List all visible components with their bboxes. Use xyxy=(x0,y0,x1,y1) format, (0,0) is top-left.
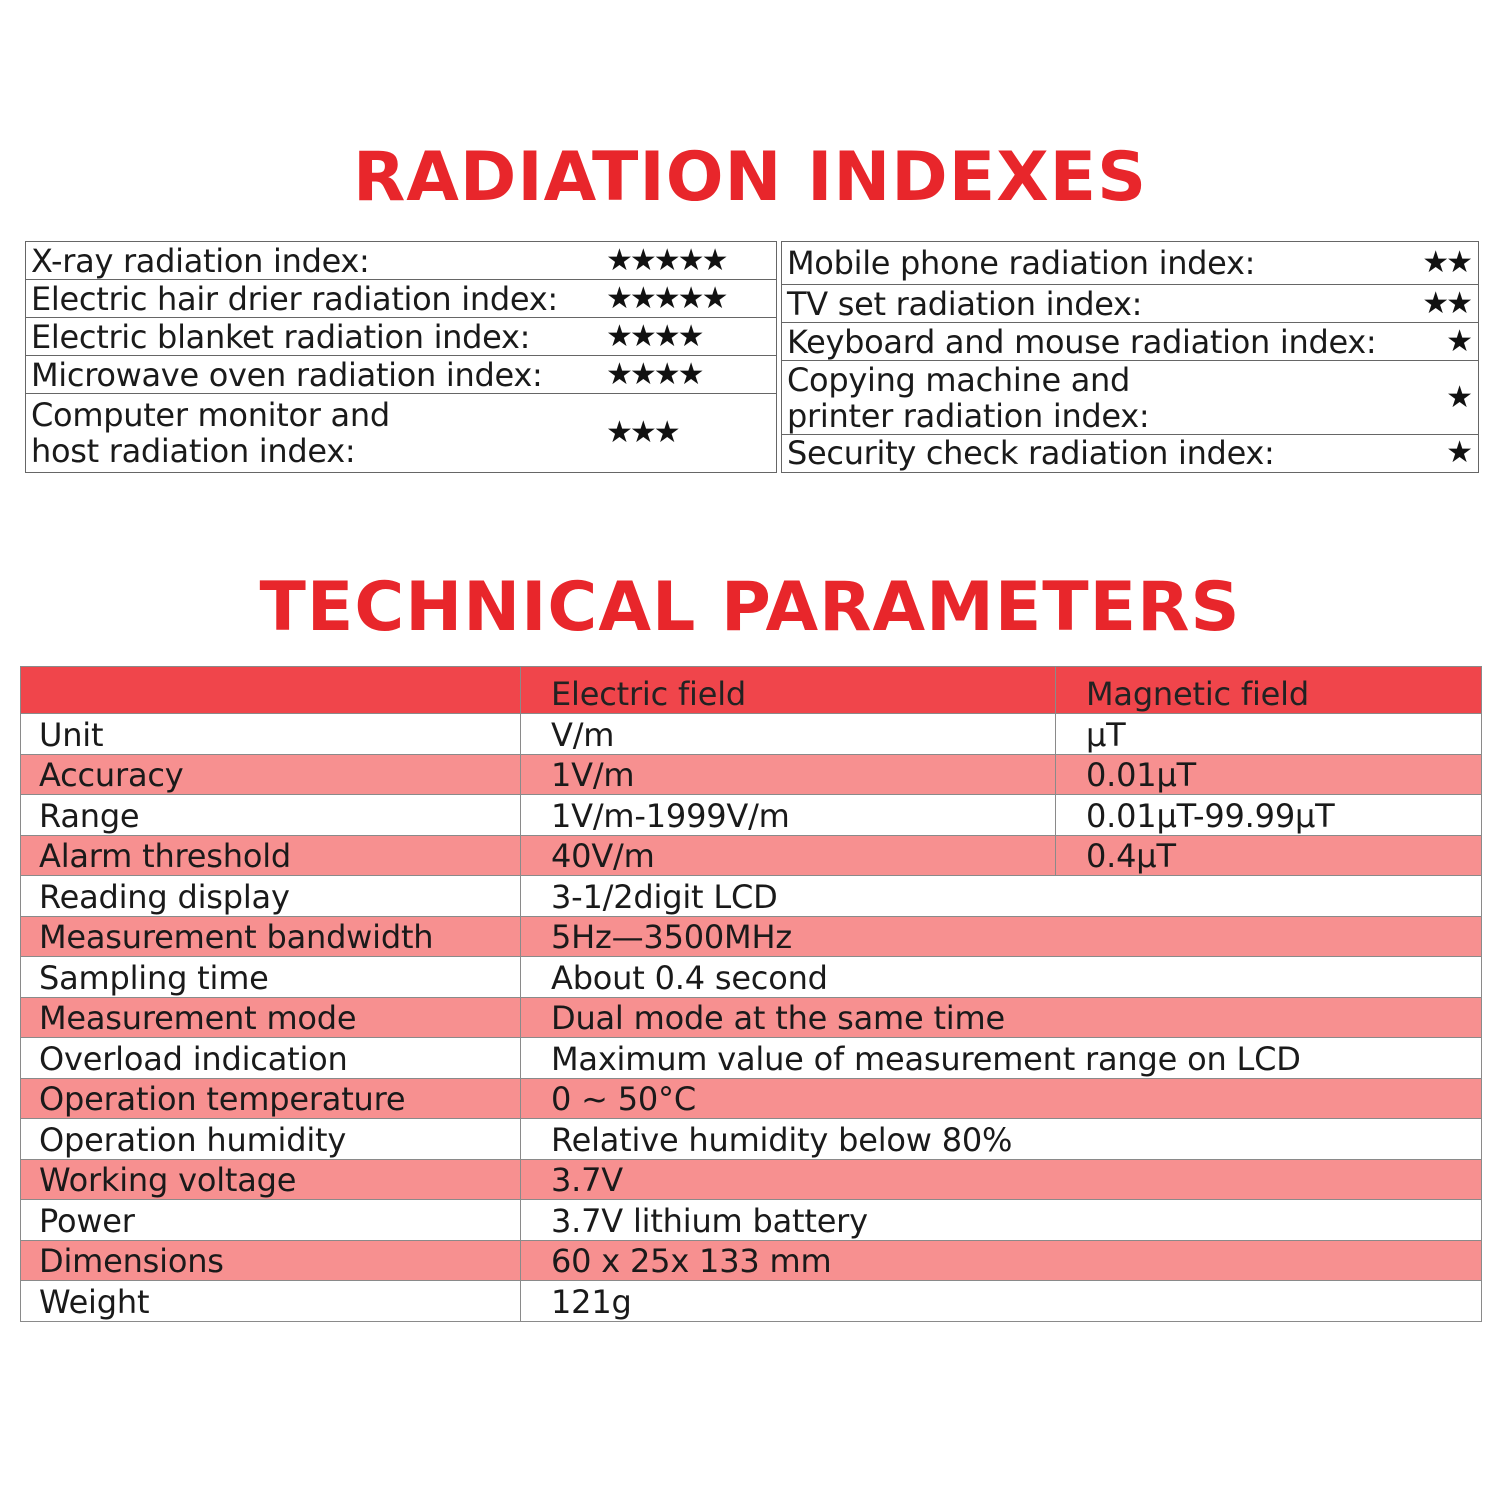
star-rating-icon: ★ xyxy=(1446,435,1470,470)
radiation-label: Computer monitor and host radiation index: xyxy=(31,395,390,470)
technical-parameters-table xyxy=(20,666,1482,1322)
radiation-row xyxy=(782,242,1478,285)
star-rating-icon: ★★★★ xyxy=(606,318,702,354)
table-row xyxy=(21,916,1482,957)
star-rating-icon: ★★★★★ xyxy=(606,280,726,316)
radiation-label: Security check radiation index: xyxy=(787,435,1275,471)
table-row xyxy=(21,835,1482,876)
parameter-value: 0.01μT xyxy=(1056,754,1482,795)
radiation-label: X-ray radiation index: xyxy=(31,242,370,280)
star-rating-icon: ★★ xyxy=(1422,285,1470,321)
table-row xyxy=(21,957,1482,998)
table-row xyxy=(21,795,1482,836)
radiation-label: Microwave oven radiation index: xyxy=(31,356,543,394)
radiation-row xyxy=(782,323,1478,361)
table-row xyxy=(21,1281,1482,1322)
parameter-name: Operation temperature xyxy=(21,1078,521,1119)
parameter-name: Working voltage xyxy=(21,1159,521,1200)
radiation-row xyxy=(26,242,776,280)
radiation-label: TV set radiation index: xyxy=(787,285,1143,323)
table-row xyxy=(21,1200,1482,1241)
star-rating-icon: ★★ xyxy=(1422,245,1470,280)
radiation-label: Copying machine and printer radiation index: xyxy=(787,361,1150,435)
parameter-value: 1V/m-1999V/m xyxy=(521,795,1056,836)
parameter-value: 0.4μT xyxy=(1056,835,1482,876)
parameter-name: Weight xyxy=(21,1281,521,1322)
table-row xyxy=(21,997,1482,1038)
parameter-value: 60 x 25x 133 mm xyxy=(521,1240,1482,1281)
radiation-label: Keyboard and mouse radiation index: xyxy=(787,323,1377,361)
radiation-row xyxy=(26,318,776,356)
parameter-value: Dual mode at the same time xyxy=(521,997,1482,1038)
parameter-name: Power xyxy=(21,1200,521,1241)
parameter-value: Maximum value of measurement range on LCD xyxy=(521,1038,1482,1079)
parameter-name: Range xyxy=(21,795,521,836)
parameter-name: Accuracy xyxy=(21,754,521,795)
parameter-value: 0 ~ 50°C xyxy=(521,1078,1482,1119)
radiation-row xyxy=(26,356,776,394)
parameter-value: 1V/m xyxy=(521,754,1056,795)
radiation-label: Electric blanket radiation index: xyxy=(31,318,531,356)
radiation-label: Mobile phone radiation index: xyxy=(787,244,1256,282)
table-row xyxy=(21,754,1482,795)
radiation-row xyxy=(26,280,776,318)
table-row xyxy=(21,1038,1482,1079)
parameter-value: 3.7V xyxy=(521,1159,1482,1200)
header-cell-magnetic-field: Magnetic field xyxy=(1056,667,1482,714)
parameter-name: Alarm threshold xyxy=(21,835,521,876)
table-row xyxy=(21,876,1482,917)
table-row xyxy=(21,1078,1482,1119)
radiation-indexes-title: RADIATION INDEXES xyxy=(352,138,1148,217)
table-header-row xyxy=(21,667,1482,714)
parameter-value: 121g xyxy=(521,1281,1482,1322)
star-rating-icon: ★★★★★ xyxy=(606,242,726,278)
parameter-name: Dimensions xyxy=(21,1240,521,1281)
star-rating-icon: ★★★★ xyxy=(606,356,702,392)
parameter-value: Relative humidity below 80% xyxy=(521,1119,1482,1160)
radiation-row xyxy=(26,394,776,471)
radiation-table-right xyxy=(781,241,1479,473)
technical-parameters-title: TECHNICAL PARAMETERS xyxy=(259,568,1241,647)
parameter-name: Unit xyxy=(21,714,521,755)
parameter-name: Operation humidity xyxy=(21,1119,521,1160)
radiation-row xyxy=(782,285,1478,323)
parameter-value: About 0.4 second xyxy=(521,957,1482,998)
header-cell-electric-field: Electric field xyxy=(521,667,1056,714)
parameter-name: Measurement bandwidth xyxy=(21,916,521,957)
parameter-value: 40V/m xyxy=(521,835,1056,876)
parameter-name: Measurement mode xyxy=(21,997,521,1038)
table-row xyxy=(21,1159,1482,1200)
star-rating-icon: ★ xyxy=(1446,379,1470,415)
parameter-value: μT xyxy=(1056,714,1482,755)
parameter-value: 3-1/2digit LCD xyxy=(521,876,1482,917)
radiation-row xyxy=(782,435,1478,471)
table-row xyxy=(21,714,1482,755)
parameter-name: Overload indication xyxy=(21,1038,521,1079)
star-rating-icon: ★ xyxy=(1446,323,1470,359)
table-row xyxy=(21,1240,1482,1281)
parameter-value: 0.01μT-99.99μT xyxy=(1056,795,1482,836)
parameter-value: 5Hz—3500MHz xyxy=(521,916,1482,957)
table-row xyxy=(21,1119,1482,1160)
header-cell xyxy=(21,667,521,714)
radiation-table-left xyxy=(25,241,777,473)
parameter-name: Reading display xyxy=(21,876,521,917)
parameter-value: V/m xyxy=(521,714,1056,755)
star-rating-icon: ★★★ xyxy=(606,414,678,450)
parameter-value: 3.7V lithium battery xyxy=(521,1200,1482,1241)
radiation-row xyxy=(782,361,1478,435)
parameter-name: Sampling time xyxy=(21,957,521,998)
radiation-label: Electric hair drier radiation index: xyxy=(31,280,558,318)
